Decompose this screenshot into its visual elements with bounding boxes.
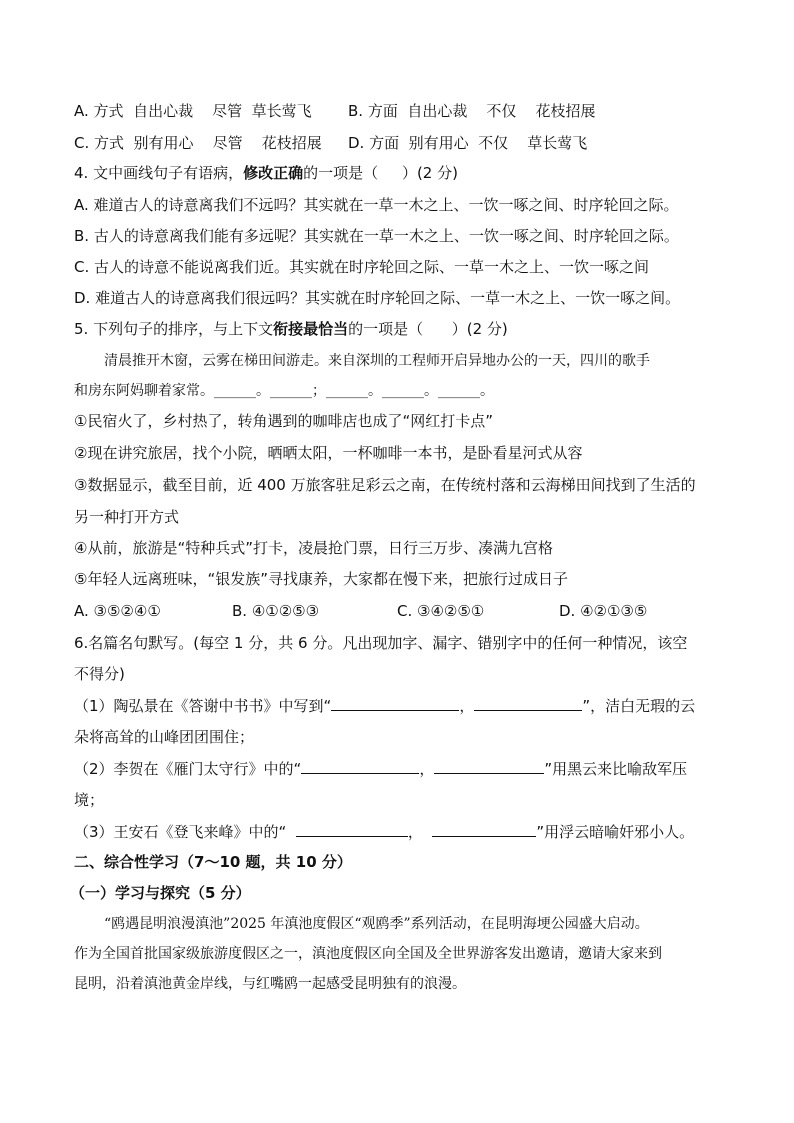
q5-stem-text: 5. 下列句子的排序，与上下文 bbox=[74, 320, 274, 338]
q5-option-a: A. ③⑤②④① bbox=[74, 602, 161, 620]
q3-option-a: A. 方式 自出心裁 尽管 草长莺飞 bbox=[74, 102, 312, 120]
q6-item-2-blank-1[interactable] bbox=[301, 757, 419, 774]
q5-sentence-1: ①民宿火了，乡村热了，转角遇到的咖啡店也成了“网红打卡点” bbox=[74, 412, 493, 430]
q6-item-1-tail: ”，洁白无瑕的云 bbox=[582, 697, 696, 715]
q6-item-3-text: （3）王安石《登飞来峰》中的“ bbox=[74, 823, 296, 841]
q5-sentence-4: ④从前，旅游是“特种兵式”打卡，凌晨抢门票，日行三万步、凑满九宫格 bbox=[74, 539, 553, 557]
q4-option-a: A. 难道古人的诗意离我们不远吗？其实就在一草一木之上、一饮一啄之间、时序轮回之际。 bbox=[74, 196, 679, 214]
q6-item-3-tail: ”用浮云暗喻奸邪小人。 bbox=[536, 823, 695, 841]
q4-stem-text: 4. 文中画线句子有语病， bbox=[74, 164, 244, 182]
q6-item-3 bbox=[74, 820, 694, 843]
section-2-paragraph-line-1: “鸥遇昆明浪漫滇池”2025 年滇池度假区“观鸥季”系列活动，在昆明海埂公园盛大启动。 bbox=[104, 916, 649, 932]
q4-stem-tail: 的一项是（ ）(2 分) bbox=[303, 164, 458, 182]
q6-item-2-sep: ， bbox=[419, 760, 435, 778]
q5-stem-emphasis: 衔接最恰当 bbox=[273, 320, 349, 338]
q3-option-c: C. 方式 别有用心 尽管 花枝招展 bbox=[74, 134, 322, 152]
section-2-paragraph-line-3: 昆明，沿着滇池黄金岸线，与红嘴鸥一起感受昆明独有的浪漫。 bbox=[74, 976, 466, 992]
q5-option-c: C. ③④②⑤① bbox=[397, 602, 485, 620]
q5-sentence-5: ⑤年轻人远离班味，“银发族”寻找康养，大家都在慢下来，把旅行过成日子 bbox=[74, 570, 568, 588]
q6-stem-line-1: 6.名篇名句默写。(每空 1 分，共 6 分。凡出现加字、漏字、错别字中的任何一种情况，该空 bbox=[74, 634, 688, 652]
q3-option-b: B. 方面 自出心裁 不仅 花枝招展 bbox=[348, 102, 596, 120]
q5-sentence-2: ②现在讲究旅居，找个小院，晒晒太阳，一杯咖啡一本书，是卧看星河式从容 bbox=[74, 444, 583, 462]
section-2-subtitle: （一）学习与探究（5 分） bbox=[70, 884, 251, 902]
q4-option-d: D. 难道古人的诗意离我们很远吗？其实就在时序轮回之际、一草一木之上、一饮一啄之间。 bbox=[74, 289, 681, 307]
q6-item-3-sep: ， bbox=[407, 823, 433, 841]
section-2-paragraph-line-2: 作为全国首批国家级旅游度假区之一，滇池度假区向全国及全世界游客发出邀请，邀请大家来到 bbox=[74, 946, 662, 962]
q4-stem-emphasis: 修改正确 bbox=[243, 164, 304, 182]
q5-stem-tail: 的一项是（ ）(2 分) bbox=[348, 320, 508, 338]
q4-option-b: B. 古人的诗意离我们能有多远呢？其实就在一草一木之上、一饮一啄之间、时序轮回之际。 bbox=[74, 227, 679, 245]
q6-item-1-text: （1）陶弘景在《答谢中书书》中写到“ bbox=[74, 697, 332, 715]
q5-sentence-3: ③数据显示，截至目前，近 400 万旅客驻足彩云之南，在传统村落和云海梯田间找到了生活的 bbox=[74, 476, 696, 494]
q6-item-1-blank-2[interactable] bbox=[474, 694, 582, 711]
q3-option-d: D. 方面 别有用心 不仅 草长莺飞 bbox=[348, 134, 588, 152]
q6-item-2-blank-2[interactable] bbox=[434, 757, 544, 774]
section-2-title: 二、综合性学习（7～10 题，共 10 分） bbox=[74, 853, 352, 871]
q6-item-1-cont: 朵将高耸的山峰团团围住； bbox=[74, 728, 255, 746]
q5-option-b: B. ④①②⑤③ bbox=[232, 602, 320, 620]
q5-passage-line-1: 清晨推开木窗，云雾在梯田间游走。来自深圳的工程师开启异地办公的一天，四川的歌手 bbox=[104, 353, 650, 369]
q5-stem bbox=[74, 318, 508, 340]
q6-item-1 bbox=[74, 694, 695, 717]
q6-item-1-sep: ， bbox=[459, 697, 475, 715]
q6-item-2-text: （2）李贺在《雁门太守行》中的“ bbox=[74, 760, 302, 778]
q6-stem-line-2: 不得分) bbox=[74, 665, 125, 683]
q6-item-3-blank-2[interactable] bbox=[432, 820, 536, 837]
q6-item-2-tail: ”用黑云来比喻敌军压 bbox=[544, 760, 688, 778]
q5-sentence-3-cont: 另一种打开方式 bbox=[74, 508, 180, 526]
q4-stem bbox=[74, 162, 458, 184]
q6-item-2-cont: 境； bbox=[74, 791, 105, 809]
q6-item-3-blank-1[interactable] bbox=[296, 820, 408, 837]
q4-option-c: C. 古人的诗意不能说离我们近。其实就在时序轮回之际、一草一木之上、一饮一啄之间 bbox=[74, 258, 650, 276]
q5-passage-line-2: 和房东阿妈聊着家常。______。______；______。______。______。 bbox=[74, 383, 494, 399]
q6-item-2 bbox=[74, 757, 687, 780]
q5-option-d: D. ④②①③⑤ bbox=[559, 602, 648, 620]
q6-item-1-blank-1[interactable] bbox=[331, 694, 459, 711]
